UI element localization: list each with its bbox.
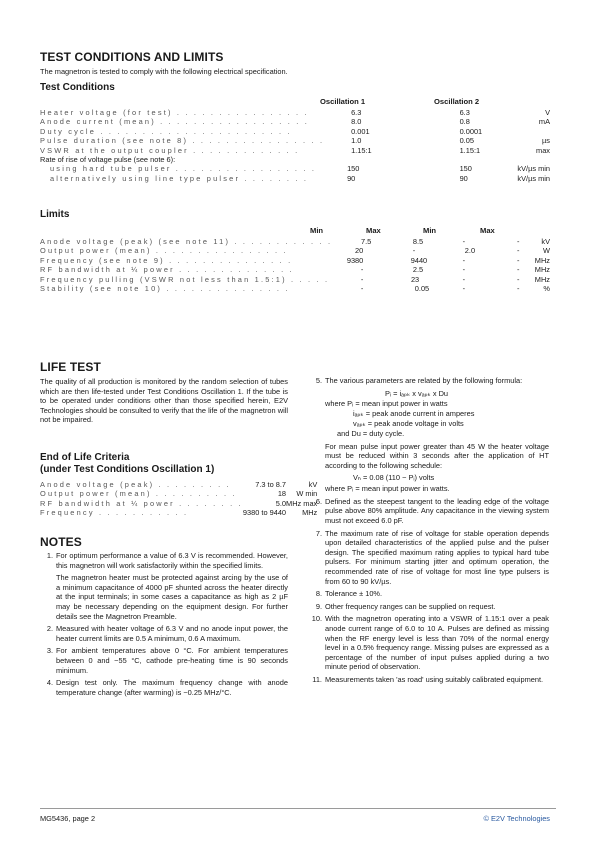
unit: max — [536, 145, 550, 155]
limits-header-min-1: Min — [310, 226, 324, 235]
test-conditions-table — [40, 108, 550, 183]
note-5-where-1: where Pᵢ = mean input power in watts — [325, 398, 448, 408]
table-row — [40, 275, 550, 284]
osc1-value: 6.3 — [351, 108, 362, 117]
note-2-text: Measured with heater voltage of 6.3 V and no anode input power, the heater current limits are 0.5 A minimum, 0.6 A maximum. — [56, 624, 288, 643]
min2-value: 2.0 — [464, 246, 476, 256]
limits-heading: Limits — [40, 209, 70, 220]
osc2-value: 0.8 — [459, 117, 470, 127]
value: 7.3 to 8.7 — [255, 480, 287, 489]
list-item: 8. Tolerance ± 10%. — [315, 589, 383, 599]
max2-value: - — [516, 284, 520, 294]
osc1-value: 8.0 — [351, 117, 362, 127]
row-label: Anode current (mean) . . . . . . . . . . . . . . . . . . — [40, 117, 310, 127]
footer-copyright: © E2V Technologies — [483, 814, 550, 823]
unit: V — [545, 108, 550, 117]
section-title-notes: NOTES — [40, 535, 82, 549]
footer-page-label: MG5436, page 2 — [40, 814, 96, 823]
row-label: Heater voltage (for test) . . . . . . . . . . . . . . . . — [40, 108, 309, 117]
min2-value: - — [462, 274, 466, 284]
unit: MHz — [534, 265, 550, 275]
limits-header-max-2: Max — [480, 226, 495, 235]
row-label: Frequency pulling (VSWR not less than 1.5:1) . . . . . — [40, 274, 330, 284]
min1-value: 7.5 — [361, 237, 372, 246]
table-row — [40, 256, 550, 265]
note-4-text: Design test only. The maximum frequency change with anode temperature change (after warming) is −0.25 MHz/°C. — [56, 678, 288, 697]
list-item: 7. The maximum rate of rise of voltage for stable operation depends upon detailed characteristics of the applied pulse and the pulser design. The specified maximum rating applies to typical hard tube pulsers. For minimum starting jitter and optimum operation, the recommended rate of rise of voltage for most line type pulsers is from 60 to 90 kV/µs. — [315, 528, 549, 586]
section-title-test-conditions-and-limits: TEST CONDITIONS AND LIMITS — [40, 50, 224, 64]
unit: MHz — [534, 274, 550, 284]
note-1-text: For optimum performance a value of 6.3 V is recommended. However, this magnetron will work satisfactorily within the specified limits. — [56, 551, 288, 570]
note-5-where-4: and Du = duty cycle. — [337, 429, 405, 439]
table-row — [40, 174, 550, 183]
limits-header-max-1: Max — [366, 226, 381, 235]
unit: kV/µs min — [517, 164, 550, 174]
unit: MHz — [534, 255, 550, 265]
unit: kV — [308, 480, 318, 489]
table-row — [40, 164, 550, 173]
osc1-value: 0.001 — [351, 126, 370, 136]
osc1-value: 1.15:1 — [351, 145, 372, 155]
list-item: 4. Design test only. The maximum frequency change with anode temperature change (after warming) is −0.25 MHz/°C. — [46, 678, 288, 697]
row-label: VSWR at the output coupler . . . . . . . . . . . . . — [40, 145, 300, 155]
table-row — [40, 480, 317, 489]
note-6-text: Defined as the steepest tangent to the leading edge of the voltage pulse above 80% amplitude. Any capacitance in the viewing system must not exceed 6.0 pF. — [325, 496, 549, 525]
end-of-life-subtitle: (under Test Conditions Oscillation 1) — [40, 464, 215, 475]
row-label: RF bandwidth at ¼ power . . . . . . . . — [40, 498, 243, 508]
max1-value: 2.5 — [412, 265, 424, 275]
note-9-text: Other frequency ranges can be supplied on request. — [325, 601, 496, 611]
row-label: Stability (see note 10) . . . . . . . . . . . . . . . — [40, 284, 290, 294]
list-item: 9. Other frequency ranges can be supplied on request. — [315, 601, 496, 611]
value: 9380 to 9440 — [242, 508, 287, 518]
osc2-value: 0.0001 — [459, 126, 483, 136]
note-10-text: With the magnetron operating into a VSWR of 1.15:1 over a peak anode current range of 6.0 to 10 A. Pulses are defined as missing when the RF energy level is less than 70% of the normal energy level in a 0.5% frequency range. Missing pulses are expressed as a percentage of the number of input pulses applied during a two minute period of observation. — [325, 614, 549, 672]
row-label: Frequency . . . . . . . . . . . — [40, 508, 189, 518]
row-label: Output power (mean) . . . . . . . . . . — [40, 489, 237, 499]
note-5-formula: Pᵢ = iₐₚₖ x vₐₚₖ x Du — [385, 388, 449, 398]
life-test-paragraph: The quality of all production is monitored by the random selection of tubes which are then life-tested under Test Conditions Oscillation 1. If the tube is to be operated under conditions other than those specified herein, E2V Technologies should be consulted to verify that the life of the magnetron will not be impaired. — [40, 377, 288, 425]
row-label: RF bandwidth at ¼ power . . . . . . . . . . . . . . — [40, 265, 294, 275]
max1-value: 9440 — [410, 255, 428, 265]
end-of-life-title: End of Life Criteria — [40, 452, 130, 463]
note-5-text: For mean pulse input power greater than 45 W the heater voltage must be reduced within 3 seconds after the application of HT according to the following schedule: — [325, 441, 549, 470]
table-row — [40, 146, 550, 155]
note-3-text: For ambient temperatures above 0 °C. For ambient temperatures between 0 and −55 °C, cathode pre-heating time is 90 seconds minimum. — [56, 646, 288, 675]
table-row — [40, 108, 550, 117]
end-of-life-table — [40, 480, 317, 518]
osc2-value: 150 — [459, 164, 472, 174]
osc2-value: 6.3 — [459, 108, 470, 117]
footer-divider — [40, 808, 556, 809]
value: 5.0 — [275, 498, 287, 508]
unit: kV/µs min — [517, 173, 550, 183]
table-row — [40, 284, 550, 293]
unit: mA — [538, 117, 550, 127]
row-label: Pulse duration (see note 8) . . . . . . . . . . . . . . . . — [40, 136, 325, 146]
max1-value: 8.5 — [412, 237, 424, 246]
unit: W — [543, 246, 550, 256]
notes-list-left — [40, 551, 288, 700]
note-5-formula-2: Vₕ = 0.08 (110 − Pᵢ) volts — [353, 473, 435, 483]
section-title-life-test: LIFE TEST — [40, 360, 101, 374]
unit: kV — [541, 237, 550, 246]
table-row — [40, 489, 317, 498]
unit: MHz — [302, 508, 318, 518]
note-5-intro: The various parameters are related by the following formula: — [325, 376, 523, 385]
osc1-value: 90 — [347, 173, 356, 183]
row-label: using hard tube pulser . . . . . . . . . . . . . . . . . — [50, 164, 317, 174]
max1-value: 23 — [410, 274, 420, 284]
min2-value: - — [462, 284, 466, 294]
table-row — [40, 136, 550, 145]
min2-value: - — [462, 237, 466, 246]
max2-value: - — [516, 255, 520, 265]
note-8-text: Tolerance ± 10%. — [325, 589, 383, 599]
unit: µs — [542, 136, 550, 146]
table-row — [40, 265, 550, 274]
row-label: Output power (mean) . . . . . . . . . . . . . . . . — [40, 246, 288, 256]
max2-value: - — [516, 237, 520, 246]
max1-value: - — [412, 246, 416, 256]
osc2-value: 1.15:1 — [459, 145, 481, 155]
table-row — [40, 155, 550, 164]
osc1-header: Oscillation 1 — [320, 97, 366, 106]
note-7-text: The maximum rate of rise of voltage for stable operation depends upon detailed characteristics of the applied pulse and the pulser design. The specified maximum rating applies to typical hard tube pulsers. For minimum starting jitter and optimum operation, the recommended rate of rise of voltage for most line type pulsers is from 60 to 90 kV/µs. — [325, 528, 549, 586]
test-conditions-heading: Test Conditions — [40, 82, 115, 93]
note-5-where-2: iₐₚₖ = peak anode current in amperes — [353, 409, 475, 418]
notes-list-right — [309, 376, 549, 687]
list-item: 2. Measured with heater voltage of 6.3 V and no anode input power, the heater current limits are 0.5 A minimum, 0.6 A maximum. — [46, 624, 288, 643]
row-label: Anode voltage (peak) (see note 11) . . . . . . . . . . . . — [40, 237, 333, 246]
note-5-where-5: where Pᵢ = mean input power in watts. — [325, 483, 450, 493]
row-label: alternatively using line type pulser . . . . . . . . — [50, 173, 309, 183]
min1-value: 9380 — [346, 255, 364, 265]
max2-value: - — [516, 274, 520, 284]
list-item: 5. The various parameters are related by the following formula: Pᵢ = iₐₚₖ x vₐₚₖ x Du where Pᵢ = mean input power in watts iₐₚₖ = peak anode current in amperes vₐₚₖ = peak anode voltage in volts and Du = duty cycle. For mean pulse input power greater than 45 W the heater voltage must be reduced within 3 seconds after the application of HT according to the following schedule: Vₕ = 0.08 (110 − Pᵢ) volts where Pᵢ = mean input power in watts. — [315, 376, 549, 493]
min1-value: - — [360, 274, 364, 284]
table-row — [40, 117, 550, 126]
limits-table — [40, 237, 550, 293]
osc2-header: Oscillation 2 — [434, 97, 480, 106]
unit: MHz max — [286, 498, 318, 508]
table-row — [40, 508, 317, 517]
row-label: Duty cycle . . . . . . . . . . . . . . . . . . . . . . . — [40, 126, 292, 136]
osc1-value: 1.0 — [351, 136, 362, 146]
rate-of-rise-label: Rate of rise of voltage pulse (see note 6): — [40, 155, 176, 165]
min1-value: 20 — [355, 246, 364, 256]
osc2-value: 90 — [459, 173, 468, 183]
min1-value: - — [360, 284, 364, 294]
table-row — [40, 237, 550, 246]
min1-value: - — [360, 265, 364, 275]
unit: % — [543, 284, 550, 294]
unit — [517, 127, 550, 136]
row-label: Anode voltage (peak) . . . . . . . . . — [40, 480, 231, 489]
value: 18 — [277, 489, 287, 499]
list-item: 10. With the magnetron operating into a VSWR of 1.15:1 over a peak anode current range of 6.0 to 10 A. Pulses are defined as missing when the RF energy level is less than 70% of the normal energy level in a 0.5% frequency range. Missing pulses are expressed as a percentage of the number of input pulses applied during a two minute period of observation. — [311, 614, 549, 672]
list-item: 11. Measurements taken 'as road' using suitably calibrated equipment. — [312, 674, 544, 684]
note-5-where-3: vₐₚₖ = peak anode voltage in volts — [353, 419, 464, 429]
osc2-value: 0.05 — [459, 136, 474, 146]
list-item: 6. Defined as the steepest tangent to the leading edge of the voltage pulse above 80% amplitude. Any capacitance in the viewing system must not exceed 6.0 pF. — [315, 496, 549, 525]
limits-header-min-2: Min — [423, 226, 437, 235]
unit: W min — [296, 489, 318, 499]
table-row — [40, 246, 550, 255]
osc1-value: 150 — [347, 164, 360, 174]
max1-value: 0.05 — [414, 284, 430, 294]
list-item: 3. For ambient temperatures above 0 °C. For ambient temperatures between 0 and −55 °C, cathode pre-heating time is 90 seconds minimum. — [46, 646, 288, 675]
section-intro: The magnetron is tested to comply with the following electrical specification. — [40, 67, 288, 76]
min2-value: - — [462, 255, 466, 265]
max2-value: - — [516, 246, 520, 256]
row-label: Frequency (see note 9) . . . . . . . . . . . . . . . — [40, 255, 293, 265]
end-of-life-heading — [40, 452, 214, 476]
list-item: 1. For optimum performance a value of 6.3 V is recommended. However, this magnetron will work satisfactorily within the specified limits. The magnetron heater must be protected against arcing by the use of a minimum capacitance of 4000 pF shunted across the heater directly at the input terminals; in some cases a capacitance as high as 2 µF may be necessary depending on the equipment design. For further details see the Magnetron Preamble. — [46, 551, 288, 621]
table-row — [40, 127, 550, 136]
min2-value: - — [462, 265, 466, 275]
table-row — [40, 499, 317, 508]
max2-value: - — [516, 265, 520, 275]
note-1-continued: The magnetron heater must be protected against arcing by the use of a minimum capacitance of 4000 pF shunted across the heater directly at the input terminals; in some cases a capacitance as high as 2 µF may be necessary depending on the equipment design. For further details see the Magnetron Preamble. — [56, 573, 288, 621]
note-11-text: Measurements taken 'as road' using suitably calibrated equipment. — [325, 674, 544, 684]
